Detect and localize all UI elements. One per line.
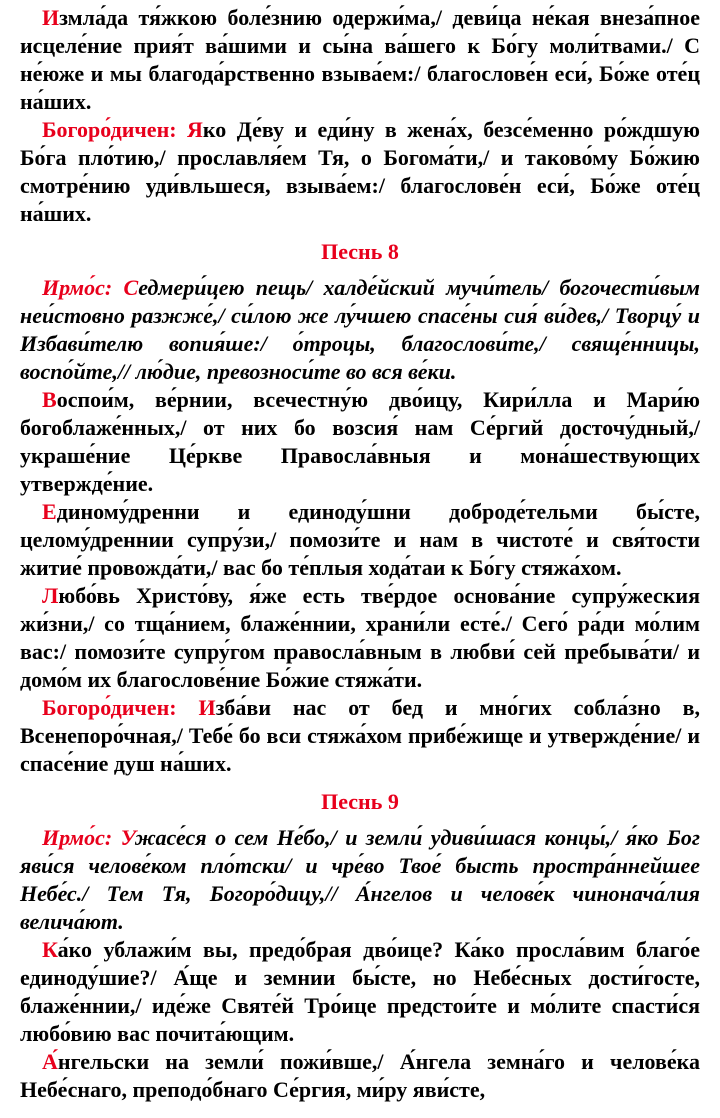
rubric-label: Богоро́дичен: (42, 695, 199, 720)
red-initial: И (42, 5, 60, 30)
red-initial: Е (42, 499, 57, 524)
red-initial: В (42, 387, 57, 412)
verse-paragraph (20, 824, 700, 936)
verse-paragraph (20, 936, 700, 1048)
verse-text: едмери́цею пещь/ халде́йский мучи́тель/ богочести́вым неи́стовно разжже́,/ си́лою же лу́чшею спасе́ны сия́ ви́дев,/ Творцу́ и Избави́телю вопия́ше:/ о́троцы, благослови́те,/ свяще́нницы, воспо́йте,// лю́дие, превозноси́те во вся ве́ки. (20, 275, 700, 384)
verse-text: юбо́вь Христо́ву, я́же есть тве́рдое основа́ние супру́жеския жи́зни,/ со тща́нием, блаже́ннии, храни́ли есте́./ Сего́ ра́ди мо́лим вас:/ помози́те супру́гом правосла́вным в любви́ сей пребыва́ти/ и домо́м их благослове́ние Бо́жие стяжа́ти. (20, 583, 700, 692)
red-initial: С (123, 275, 139, 300)
rubric-label: Богоро́дичен: (42, 117, 187, 142)
rubric-label: Ирмо́с: (42, 275, 124, 300)
verse-text: оспои́м, ве́рнии, всечестну́ю дво́ицу, Кири́лла и Мари́ю богоблаже́нных,/ от них бо возсия́ нам Се́ргий досточу́дный,/ украше́ние Це́ркве Правосла́вныя и мона́шествующих утвержде́ние. (20, 387, 700, 496)
red-initial: И (198, 695, 216, 720)
verse-text: ко Де́ву и еди́ну в жена́х, безсе́менно ро́ждшую Бо́га пло́тию,/ прославля́ем Тя, о Богома́ти,/ и таково́му Бо́жию смотре́нию уди́вльшеся, взыва́ем:/ благослове́н еси́, Бо́же оте́ц на́ших. (20, 117, 700, 226)
rubric-label: Ирмо́с: (42, 825, 121, 850)
verse-text: а́ко ублажи́м вы, предо́брая дво́ице? Ка́ко просла́вим благо́е единоду́шие?/ А́ще и земнии бы́сте, но Небе́сных дости́госте, блаже́ннии,/ иде́же Святе́й Тро́ице предстои́те и мо́лите спасти́ся любо́вию вас почита́ющим. (20, 937, 700, 1046)
verse-paragraph (20, 274, 700, 386)
verse-text: нгельски на земли́ пожи́вше,/ А́нгела земна́го и челове́ка Небе́снаго, преподо́бнаго Се́ргия, ми́ру яви́сте, (20, 1049, 700, 1102)
verse-paragraph (20, 4, 700, 116)
verse-text: диному́дренни и единоду́шни доброде́тельми бы́сте, целому́дреннии супру́зи,/ помози́те и нам в чистоте́ и свя́тости житие́ провожда́ти,/ вас бо те́плыя хода́таи к Бо́гу стяжа́хом. (20, 499, 700, 580)
verse-paragraph (20, 116, 700, 228)
red-initial: Я (187, 117, 203, 142)
verse-text: змла́да тя́жкою боле́знию одержи́ма,/ деви́ца не́кая внеза́пное исцеле́ние прия́т ва́шими и сы́на ва́шего к Бо́гу моли́твами./ С не́юже и мы благода́рственно взыва́ем:/ благослове́н еси́, Бо́же оте́ц на́ших. (20, 5, 700, 114)
verse-paragraph (20, 1048, 700, 1104)
verse-paragraph (20, 582, 700, 694)
verse-text: зба́ви нас от бед и мно́гих собла́зно в, Всенепоро́чная,/ Тебе́ бо вси стяжа́хом прибе́жище и утвержде́ние/ и спасе́ние душ на́ших. (20, 695, 700, 776)
verse-paragraph (20, 498, 700, 582)
red-initial: Л (42, 583, 59, 608)
red-initial: А́ (42, 1049, 58, 1074)
canto-heading: Песнь 8 (321, 239, 399, 264)
red-initial: У (120, 825, 135, 850)
verse-paragraph (20, 386, 700, 498)
canto-heading: Песнь 9 (321, 789, 399, 814)
verse-paragraph (20, 694, 700, 778)
verse-text: жасе́ся о сем Не́бо,/ и земли́ удиви́шася концы́,/ я́ко Бог яви́ся челове́ком пло́тски/ и чре́во Твое́ бысть простра́ннейшее Небе́с./ Тем Тя, Богоро́дицу,// А́нгелов и челове́к чинонача́лия велича́ют. (20, 825, 700, 934)
red-initial: К (42, 937, 58, 962)
